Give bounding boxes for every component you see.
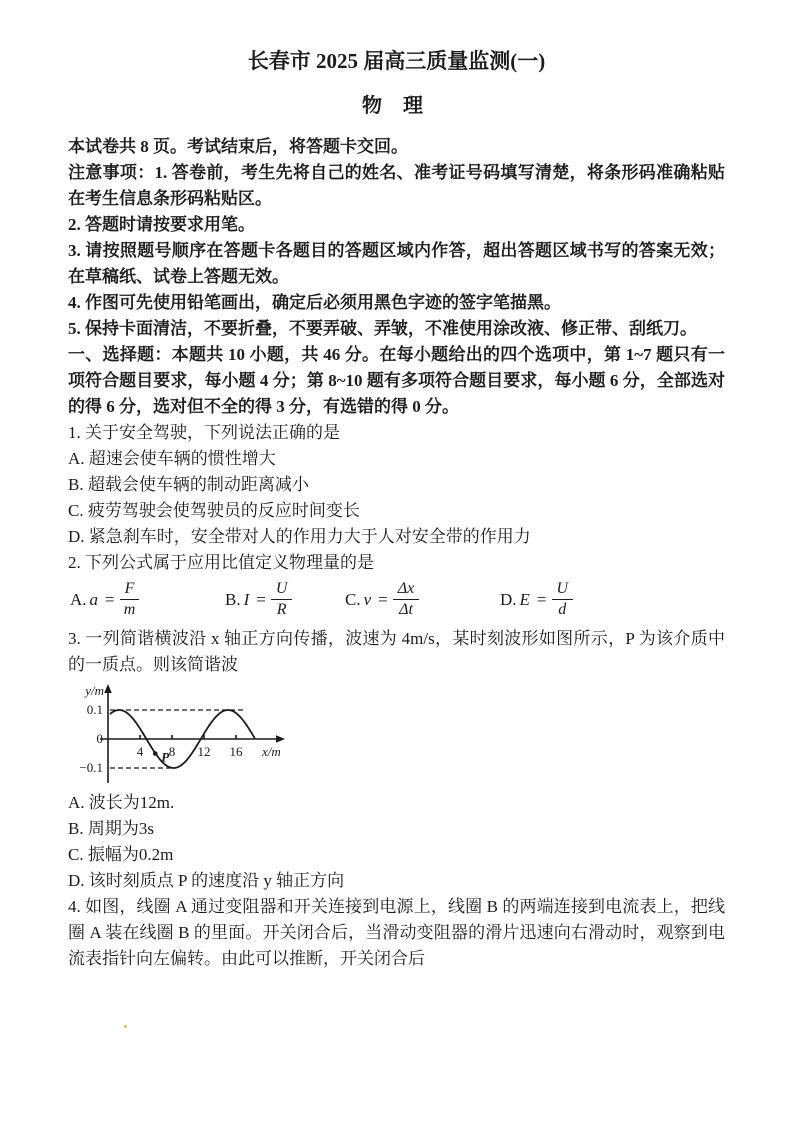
fraction	[271, 580, 293, 620]
svg-text:8: 8	[168, 744, 176, 759]
q1-option-d: D. 紧急刹车时，安全带对人的作用力大于人对安全带的作用力	[68, 527, 531, 546]
svg-text:0.1: 0.1	[86, 702, 103, 717]
question-2	[68, 550, 725, 624]
fraction-denominator: d	[558, 601, 567, 619]
svg-text:4: 4	[136, 744, 144, 759]
q1-option-a: A. 超速会使车辆的惯性增大	[68, 449, 276, 468]
formula-label: D.	[500, 589, 517, 609]
fraction-numerator: F	[120, 580, 140, 600]
q2-formula-option-c	[345, 580, 419, 620]
formula-lhs: v	[363, 589, 372, 609]
scan-artifact-dot	[124, 1025, 127, 1028]
equals-sign: =	[105, 589, 115, 609]
svg-text:y/m: y/m	[85, 683, 104, 698]
notice-item-3: 3. 请按照题号顺序在答题卡各题目的答题区域内作答，超出答题区域书写的答案无效； 在草稿纸、试卷上答题无效。	[68, 241, 725, 286]
equals-sign: =	[378, 589, 388, 609]
formula-lhs: I	[243, 589, 250, 609]
fraction	[120, 580, 140, 620]
q1-stem: 1. 关于安全驾驶，下列说法正确的是	[68, 423, 340, 442]
formula-label: A.	[70, 589, 87, 609]
front-matter	[68, 134, 725, 342]
svg-text:12: 12	[197, 744, 211, 759]
wave-figure	[70, 682, 402, 788]
fraction	[552, 580, 574, 620]
wave-figure-svg	[70, 682, 402, 788]
question-4	[68, 894, 725, 972]
fraction-numerator: U	[552, 580, 574, 600]
section-one-header: 一、选择题：本题共 10 小题，共 46 分。在每小题给出的四个选项中，第 1~7 题只有一项符合题目要求，每小题 4 分；第 8~10 题有多项符合题目要求，每小题 6 分，全部选对的得 6 分，选对但不全的得 3 分，有选错的得 0 分。	[68, 345, 725, 416]
fraction-denominator: Δt	[399, 601, 413, 619]
fraction	[393, 580, 420, 620]
notice-item-4: 4. 作图可先使用铅笔画出，确定后必须用黑色字迹的签字笔描黑。	[68, 293, 561, 312]
q3-stem: 3. 一列简谐横波沿 x 轴正方向传播，波速为 4m/s，某时刻波形如图所示，P 为该介质中的一质点。则该简谐波	[68, 629, 725, 674]
formula-lhs: a	[89, 589, 99, 609]
fraction-numerator: Δx	[393, 580, 420, 600]
exam-title: 长春市 2025 届高三质量监测(一)	[247, 49, 546, 73]
q3-option-c: C. 振幅为0.2m	[68, 845, 174, 864]
question-3	[68, 626, 725, 894]
subject-title: 物 理	[362, 95, 431, 117]
formula-lhs: E	[519, 589, 530, 609]
q2-formula-option-d	[500, 580, 573, 620]
q3-option-d: D. 该时刻质点 P 的速度沿 y 轴正方向	[68, 871, 345, 890]
q1-option-c: C. 疲劳驾驶会使驾驶员的反应时间变长	[68, 501, 360, 520]
return-notice: 本试卷共 8 页。考试结束后，将答题卡交回。	[68, 137, 408, 156]
svg-text:0: 0	[96, 731, 103, 746]
svg-text:P: P	[161, 749, 170, 765]
svg-text:x/m: x/m	[262, 744, 281, 759]
fraction-numerator: U	[271, 580, 293, 600]
q4-stem: 4. 如图，线圈 A 通过变阻器和开关连接到电源上，线圈 B 的两端连接到电流表上，把线圈 A 装在线圈 B 的里面。开关闭合后，当滑动变阻器的滑片迅速向右滑动时，观察到电流表指针向左偏转。由此可以推断，开关闭合后	[68, 897, 725, 968]
q2-stem: 2. 下列公式属于应用比值定义物理量的是	[68, 553, 374, 572]
question-1	[68, 420, 725, 550]
svg-text:16: 16	[229, 744, 243, 759]
q3-option-b: B. 周期为3s	[68, 819, 154, 838]
notice-item-5: 5. 保持卡面清洁，不要折叠，不要弄破、弄皱，不准使用涂改液、修正带、刮纸刀。	[68, 319, 697, 338]
notice-item-2: 2. 答题时请按要求用笔。	[68, 215, 255, 234]
svg-text:−0.1: −0.1	[79, 760, 103, 775]
q2-formula-option-a	[70, 580, 139, 620]
q2-formula-options	[68, 578, 725, 624]
equals-sign: =	[256, 589, 266, 609]
equals-sign: =	[536, 589, 547, 609]
q1-option-b: B. 超载会使车辆的制动距离减小	[68, 475, 309, 494]
notice-item-1: 注意事项：1. 答卷前，考生先将自己的姓名、准考证号码填写清楚，将条形码准确粘贴在考生信息条形码粘贴区。	[68, 163, 725, 208]
fraction-denominator: R	[276, 601, 287, 619]
fraction-denominator: m	[123, 601, 136, 619]
q2-formula-option-b	[225, 580, 292, 620]
q3-option-a: A. 波长为12m.	[68, 793, 175, 812]
formula-label: B.	[225, 589, 241, 609]
formula-label: C.	[345, 589, 361, 609]
